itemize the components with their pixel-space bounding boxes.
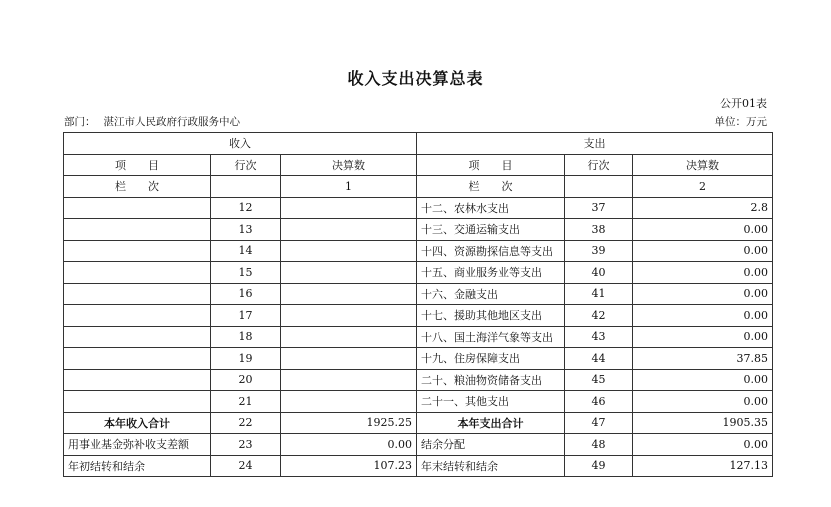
expense-amount-cell: 0.00 (633, 219, 773, 241)
expense-row-no-cell: 39 (565, 240, 633, 262)
expense-item-cell: 二十一、其他支出 (417, 391, 565, 413)
expense-item-cell: 十八、国土海洋气象等支出 (417, 326, 565, 348)
expense-row-no-cell: 46 (565, 391, 633, 413)
income-amount-cell (281, 391, 417, 413)
unit-label: 单位：万元 (714, 116, 767, 128)
expense-amount-cell: 0.00 (633, 283, 773, 305)
expense-row-no-cell: 48 (565, 434, 633, 456)
table-row (64, 369, 773, 391)
income-amount-header: 决算数 (281, 154, 417, 176)
table-total-row (64, 412, 773, 434)
income-row-no-cell: 19 (211, 348, 281, 370)
income-amount-cell (281, 348, 417, 370)
expense-item-header: 项 目 (417, 154, 565, 176)
income-item-cell (64, 348, 211, 370)
expense-section-header: 支出 (417, 133, 773, 155)
table-row (64, 326, 773, 348)
income-row-no-header: 行次 (211, 154, 281, 176)
income-amount-cell (281, 262, 417, 284)
expense-row-no-cell: 49 (565, 455, 633, 477)
income-section-header: 收入 (64, 133, 417, 155)
income-item-cell (64, 326, 211, 348)
expense-amount-cell: 37.85 (633, 348, 773, 370)
expense-amount-cell: 0.00 (633, 369, 773, 391)
expense-item-cell: 十三、交通运输支出 (417, 219, 565, 241)
expense-row-no-cell: 38 (565, 219, 633, 241)
section-header-row (64, 133, 773, 155)
income-item-cell (64, 219, 211, 241)
column-header-row (64, 154, 773, 176)
income-item-cell (64, 391, 211, 413)
income-amount-cell (281, 219, 417, 241)
income-row-no-cell: 18 (211, 326, 281, 348)
income-row-no-cell: 15 (211, 262, 281, 284)
expense-amount-cell: 0.00 (633, 326, 773, 348)
income-row-no-cell: 21 (211, 391, 281, 413)
income-item-cell (64, 197, 211, 219)
expense-row-no-cell: 37 (565, 197, 633, 219)
income-item-cell: 本年收入合计 (64, 412, 211, 434)
expense-amount-cell: 1905.35 (633, 412, 773, 434)
income-item-cell: 用事业基金弥补收支差额 (64, 434, 211, 456)
income-amount-cell (281, 240, 417, 262)
income-amount-cell (281, 326, 417, 348)
income-amount-cell: 1925.25 (281, 412, 417, 434)
income-row-no-cell: 14 (211, 240, 281, 262)
expense-row-no-cell: 44 (565, 348, 633, 370)
income-amount-cell: 0.00 (281, 434, 417, 456)
department-info (64, 114, 248, 129)
page-title: 收入支出决算总表 (347, 69, 484, 88)
income-column-number: 1 (281, 176, 417, 198)
department-label: 部门： (64, 116, 96, 128)
expense-lanci-label: 栏 次 (417, 176, 565, 198)
income-item-cell (64, 305, 211, 327)
table-row (64, 391, 773, 413)
expense-lanci-row (565, 176, 633, 198)
expense-item-cell: 十二、农林水支出 (417, 197, 565, 219)
income-row-no-cell: 17 (211, 305, 281, 327)
income-row-no-cell: 22 (211, 412, 281, 434)
income-amount-cell (281, 305, 417, 327)
expense-amount-header: 决算数 (633, 154, 773, 176)
expense-item-cell: 结余分配 (417, 434, 565, 456)
income-item-cell (64, 283, 211, 305)
expense-row-no-header: 行次 (565, 154, 633, 176)
expense-row-no-cell: 43 (565, 326, 633, 348)
income-amount-cell (281, 283, 417, 305)
income-row-no-cell: 12 (211, 197, 281, 219)
expense-item-cell: 本年支出合计 (417, 412, 565, 434)
expense-row-no-cell: 45 (565, 369, 633, 391)
income-item-cell (64, 240, 211, 262)
income-row-no-cell: 16 (211, 283, 281, 305)
expense-item-cell: 十六、金融支出 (417, 283, 565, 305)
expense-item-cell: 十七、援助其他地区支出 (417, 305, 565, 327)
income-item-cell (64, 262, 211, 284)
expense-item-cell: 十五、商业服务业等支出 (417, 262, 565, 284)
table-row (64, 262, 773, 284)
expense-row-no-cell: 42 (565, 305, 633, 327)
expense-amount-cell: 0.00 (633, 434, 773, 456)
table-row (64, 348, 773, 370)
income-amount-cell: 107.23 (281, 455, 417, 477)
column-index-row (64, 176, 773, 198)
expense-item-cell: 十四、资源勘探信息等支出 (417, 240, 565, 262)
income-lanci-row (211, 176, 281, 198)
income-amount-cell (281, 197, 417, 219)
income-row-no-cell: 24 (211, 455, 281, 477)
table-row (64, 283, 773, 305)
expense-amount-cell: 127.13 (633, 455, 773, 477)
expense-amount-cell: 2.8 (633, 197, 773, 219)
table-row (64, 219, 773, 241)
expense-item-cell: 二十、粮油物资储备支出 (417, 369, 565, 391)
expense-row-no-cell: 40 (565, 262, 633, 284)
expense-item-cell: 年末结转和结余 (417, 455, 565, 477)
table-row (64, 455, 773, 477)
expense-amount-cell: 0.00 (633, 262, 773, 284)
income-row-no-cell: 20 (211, 369, 281, 391)
income-item-header: 项 目 (64, 154, 211, 176)
expense-amount-cell: 0.00 (633, 240, 773, 262)
expense-row-no-cell: 47 (565, 412, 633, 434)
table-row (64, 434, 773, 456)
expense-row-no-cell: 41 (565, 283, 633, 305)
income-item-cell: 年初结转和结余 (64, 455, 211, 477)
expense-amount-cell: 0.00 (633, 305, 773, 327)
form-code: 公开01表 (720, 97, 767, 110)
table-row (64, 197, 773, 219)
income-row-no-cell: 13 (211, 219, 281, 241)
income-item-cell (64, 369, 211, 391)
income-amount-cell (281, 369, 417, 391)
department-name: 湛江市人民政府行政服务中心 (103, 116, 240, 128)
expense-item-cell: 十九、住房保障支出 (417, 348, 565, 370)
table-row (64, 240, 773, 262)
table-row (64, 305, 773, 327)
income-row-no-cell: 23 (211, 434, 281, 456)
expense-column-number: 2 (633, 176, 773, 198)
income-expense-table (63, 132, 773, 477)
expense-amount-cell: 0.00 (633, 391, 773, 413)
income-lanci-label: 栏 次 (64, 176, 211, 198)
